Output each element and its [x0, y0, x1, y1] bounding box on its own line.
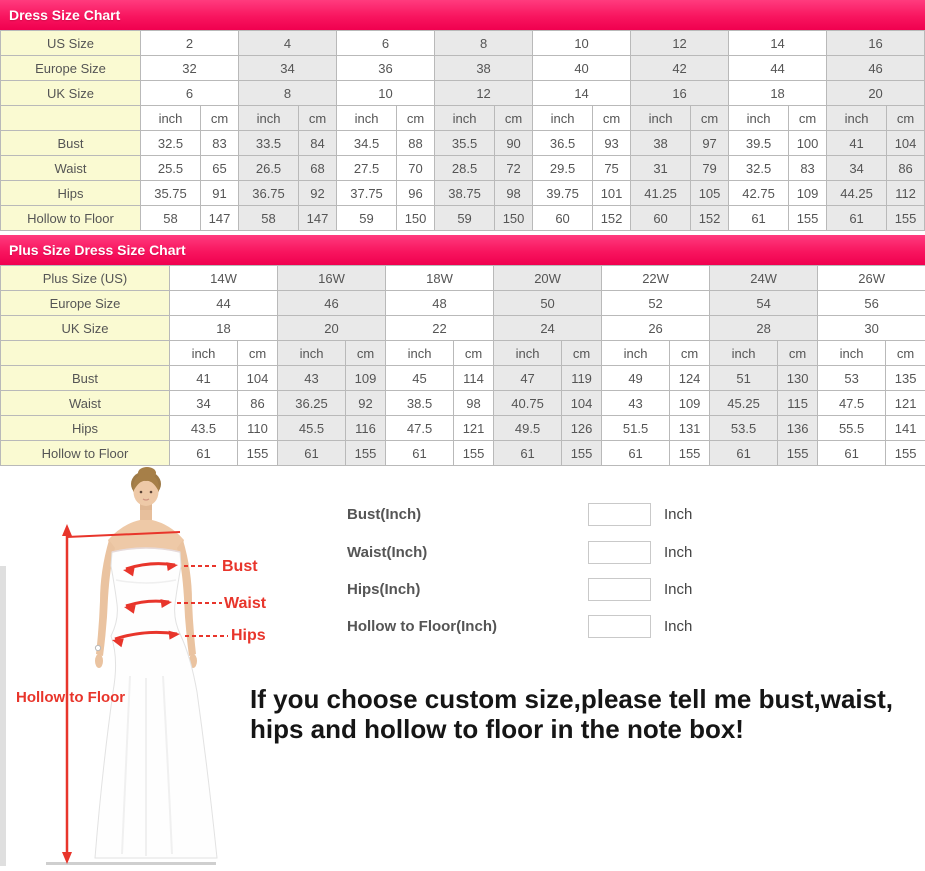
standard_chart-inch-value: 33.5	[239, 131, 299, 156]
plus_chart-row-label: UK Size	[1, 316, 170, 341]
standard_chart-size-cell: 14	[729, 31, 827, 56]
plus_chart-inch-value: 40.75	[494, 391, 562, 416]
standard_chart-cm-value: 152	[691, 206, 729, 231]
plus_chart-cm-value: 136	[778, 416, 818, 441]
standard_chart-cm-value: 155	[887, 206, 925, 231]
plus_chart-inch-header: inch	[818, 341, 886, 366]
standard-chart-title: Dress Size Chart	[9, 7, 121, 23]
bust-input-row	[347, 502, 692, 526]
plus-size-table	[0, 265, 925, 466]
standard_chart-inch-value: 32.5	[141, 131, 201, 156]
hollow-input-row	[347, 614, 692, 638]
hollow-unit-text: Inch	[664, 617, 693, 635]
hips-inch-input[interactable]	[588, 578, 651, 601]
plus_chart-size-cell: 50	[494, 291, 602, 316]
standard_chart-size-cell: 18	[729, 81, 827, 106]
standard_chart-cm-value: 155	[789, 206, 827, 231]
plus_chart-cm-value: 121	[454, 416, 494, 441]
standard_chart-measure-label: Waist	[1, 156, 141, 181]
plus_chart-size-cell: 22	[386, 316, 494, 341]
plus_chart-cm-value: 155	[238, 441, 278, 466]
model-figure	[95, 467, 217, 858]
plus_chart-row	[1, 316, 925, 341]
standard_chart-size-cell: 12	[435, 81, 533, 106]
standard_chart-cm-value: 84	[299, 131, 337, 156]
plus_chart-inch-value: 43.5	[170, 416, 238, 441]
standard_chart-cm-value: 70	[397, 156, 435, 181]
bust-input-label: Bust(Inch)	[347, 505, 422, 523]
standard_chart-cm-value: 83	[789, 156, 827, 181]
standard_chart-row	[1, 56, 925, 81]
standard_chart-measure-label: Hollow to Floor	[1, 206, 141, 231]
floor-line	[46, 862, 216, 865]
standard_chart-size-cell: 34	[239, 56, 337, 81]
plus_chart-inch-value: 51	[710, 366, 778, 391]
plus_chart-size-cell: 24	[494, 316, 602, 341]
plus_chart-cm-value: 126	[562, 416, 602, 441]
plus_chart-cm-value: 155	[346, 441, 386, 466]
standard_chart-size-cell: 14	[533, 81, 631, 106]
plus_chart-cm-header: cm	[886, 341, 925, 366]
plus_chart-size-cell: 48	[386, 291, 494, 316]
standard_chart-cm-header: cm	[299, 106, 337, 131]
plus_chart-size-cell: 46	[278, 291, 386, 316]
plus_chart-measure-label: Hollow to Floor	[1, 441, 170, 466]
standard_chart-cm-value: 88	[397, 131, 435, 156]
standard_chart-cm-value: 147	[201, 206, 239, 231]
plus_chart-inch-value: 45.5	[278, 416, 346, 441]
plus_chart-cm-value: 155	[670, 441, 710, 466]
plus_chart-cm-value: 121	[886, 391, 925, 416]
plus_chart-inch-value: 38.5	[386, 391, 454, 416]
bust-unit-text: Inch	[664, 505, 693, 523]
standard_chart-inch-value: 39.75	[533, 181, 593, 206]
standard_chart-measure-label: Hips	[1, 181, 141, 206]
plus_chart-cm-header: cm	[562, 341, 602, 366]
standard_chart-cm-value: 105	[691, 181, 729, 206]
standard_chart-inch-value: 59	[435, 206, 495, 231]
standard_chart-inch-value: 41.25	[631, 181, 691, 206]
plus_chart-row-label: Plus Size (US)	[1, 266, 170, 291]
standard_chart-row-label: US Size	[1, 31, 141, 56]
custom-size-note-line1: If you choose custom size,please tell me bust,waist,	[250, 684, 893, 714]
standard_chart-inch-value: 59	[337, 206, 397, 231]
plus_chart-inch-header: inch	[386, 341, 454, 366]
standard_chart-size-cell: 2	[141, 31, 239, 56]
standard_chart-inch-value: 28.5	[435, 156, 495, 181]
standard_chart-cm-value: 90	[495, 131, 533, 156]
plus_chart-size-cell: 20W	[494, 266, 602, 291]
standard_chart-size-cell: 20	[827, 81, 925, 106]
standard_chart-size-cell: 16	[631, 81, 729, 106]
standard_chart-inch-value: 41	[827, 131, 887, 156]
plus_chart-inch-value: 51.5	[602, 416, 670, 441]
plus_chart-size-cell: 22W	[602, 266, 710, 291]
waist-input-row	[347, 540, 692, 564]
standard_chart-cm-value: 65	[201, 156, 239, 181]
plus_chart-cm-value: 110	[238, 416, 278, 441]
standard_chart-inch-header: inch	[631, 106, 691, 131]
standard_chart-unit-corner	[1, 106, 141, 131]
plus_chart-cm-value: 155	[562, 441, 602, 466]
plus_chart-inch-value: 43	[278, 366, 346, 391]
standard_chart-size-cell: 32	[141, 56, 239, 81]
standard_chart-inch-value: 60	[533, 206, 593, 231]
standard_chart-cm-value: 109	[789, 181, 827, 206]
plus_chart-cm-value: 135	[886, 366, 925, 391]
bust-inch-input[interactable]	[588, 503, 651, 526]
standard_chart-cm-value: 68	[299, 156, 337, 181]
standard_chart-cm-value: 112	[887, 181, 925, 206]
standard_chart-inch-value: 60	[631, 206, 691, 231]
standard_chart-inch-value: 58	[239, 206, 299, 231]
standard_chart-inch-value: 25.5	[141, 156, 201, 181]
plus_chart-cm-value: 155	[886, 441, 925, 466]
plus_chart-inch-value: 61	[494, 441, 562, 466]
plus_chart-size-cell: 20	[278, 316, 386, 341]
standard_chart-row-label: Europe Size	[1, 56, 141, 81]
plus_chart-size-cell: 14W	[170, 266, 278, 291]
plus_chart-size-cell: 30	[818, 316, 925, 341]
plus_chart-size-cell: 52	[602, 291, 710, 316]
plus_chart-inch-value: 43	[602, 391, 670, 416]
waist-inch-input[interactable]	[588, 541, 651, 564]
plus_chart-cm-value: 104	[562, 391, 602, 416]
plus_chart-inch-value: 47.5	[386, 416, 454, 441]
standard_chart-cm-value: 93	[593, 131, 631, 156]
standard_chart-size-cell: 4	[239, 31, 337, 56]
plus_chart-cm-value: 98	[454, 391, 494, 416]
plus_chart-cm-header: cm	[454, 341, 494, 366]
standard_chart-inch-value: 61	[729, 206, 789, 231]
standard_chart-inch-header: inch	[533, 106, 593, 131]
standard_chart-inch-value: 58	[141, 206, 201, 231]
plus_chart-inch-header: inch	[170, 341, 238, 366]
standard_chart-inch-value: 37.75	[337, 181, 397, 206]
plus_chart-inch-value: 45.25	[710, 391, 778, 416]
plus_chart-inch-value: 61	[278, 441, 346, 466]
standard_chart-cm-header: cm	[691, 106, 729, 131]
standard_chart-inch-value: 35.5	[435, 131, 495, 156]
plus_chart-row	[1, 391, 925, 416]
standard_chart-inch-value: 39.5	[729, 131, 789, 156]
plus_chart-inch-value: 61	[602, 441, 670, 466]
standard_chart-inch-value: 42.75	[729, 181, 789, 206]
plus_chart-row	[1, 441, 925, 466]
standard_chart-inch-value: 27.5	[337, 156, 397, 181]
plus_chart-cm-value: 109	[670, 391, 710, 416]
plus_chart-size-cell: 16W	[278, 266, 386, 291]
hollow-input-label: Hollow to Floor(Inch)	[347, 617, 497, 635]
bust-diagram-label: Bust	[222, 558, 258, 575]
dress-model-illustration	[0, 466, 330, 871]
standard_chart-row	[1, 81, 925, 106]
standard_chart-inch-header: inch	[827, 106, 887, 131]
plus_chart-inch-header: inch	[494, 341, 562, 366]
standard_chart-inch-header: inch	[337, 106, 397, 131]
standard_chart-cm-value: 147	[299, 206, 337, 231]
standard_chart-cm-value: 150	[397, 206, 435, 231]
standard_chart-cm-header: cm	[397, 106, 435, 131]
hollow-inch-input[interactable]	[588, 615, 651, 638]
standard_chart-size-cell: 6	[141, 81, 239, 106]
plus_chart-cm-header: cm	[238, 341, 278, 366]
plus_chart-row	[1, 266, 925, 291]
plus_chart-inch-header: inch	[602, 341, 670, 366]
standard_chart-cm-value: 100	[789, 131, 827, 156]
plus_chart-inch-value: 61	[818, 441, 886, 466]
plus_chart-cm-value: 124	[670, 366, 710, 391]
standard_chart-inch-value: 61	[827, 206, 887, 231]
plus_chart-inch-value: 45	[386, 366, 454, 391]
plus_chart-row	[1, 416, 925, 441]
plus_chart-inch-value: 61	[710, 441, 778, 466]
standard_chart-size-cell: 46	[827, 56, 925, 81]
standard_chart-cm-value: 152	[593, 206, 631, 231]
plus_chart-inch-value: 49	[602, 366, 670, 391]
plus_chart-cm-value: 141	[886, 416, 925, 441]
plus_chart-cm-value: 116	[346, 416, 386, 441]
plus_chart-cm-value: 115	[778, 391, 818, 416]
plus_chart-size-cell: 26	[602, 316, 710, 341]
plus_chart-size-cell: 54	[710, 291, 818, 316]
standard_chart-inch-value: 32.5	[729, 156, 789, 181]
standard_chart-measure-label: Bust	[1, 131, 141, 156]
plus_chart-cm-value: 155	[778, 441, 818, 466]
waist-unit-text: Inch	[664, 543, 693, 561]
standard_chart-cm-header: cm	[887, 106, 925, 131]
plus_chart-inch-value: 34	[170, 391, 238, 416]
plus_chart-row	[1, 341, 925, 366]
custom-size-note	[250, 684, 925, 745]
standard_chart-cm-value: 83	[201, 131, 239, 156]
standard_chart-size-cell: 40	[533, 56, 631, 81]
plus_chart-cm-value: 104	[238, 366, 278, 391]
plus_chart-row	[1, 291, 925, 316]
standard_chart-size-cell: 38	[435, 56, 533, 81]
plus_chart-inch-value: 47	[494, 366, 562, 391]
plus-chart-title: Plus Size Dress Size Chart	[9, 242, 186, 258]
plus_chart-inch-value: 53.5	[710, 416, 778, 441]
standard_chart-inch-header: inch	[141, 106, 201, 131]
waist-input-label: Waist(Inch)	[347, 543, 428, 561]
standard_chart-size-cell: 8	[435, 31, 533, 56]
standard_chart-cm-value: 97	[691, 131, 729, 156]
standard_chart-inch-value: 35.75	[141, 181, 201, 206]
plus_chart-inch-value: 41	[170, 366, 238, 391]
standard_chart-size-cell: 44	[729, 56, 827, 81]
custom-size-note-line2: hips and hollow to floor in the note box!	[250, 714, 744, 745]
plus_chart-size-cell: 56	[818, 291, 925, 316]
plus_chart-inch-value: 61	[386, 441, 454, 466]
standard_chart-cm-value: 92	[299, 181, 337, 206]
plus_chart-size-cell: 44	[170, 291, 278, 316]
standard_chart-size-cell: 10	[337, 81, 435, 106]
plus_chart-cm-value: 86	[238, 391, 278, 416]
standard_chart-row	[1, 131, 925, 156]
plus_chart-unit-corner	[1, 341, 170, 366]
standard_chart-cm-value: 72	[495, 156, 533, 181]
standard-chart-header	[0, 0, 925, 30]
plus_chart-cm-value: 109	[346, 366, 386, 391]
standard_chart-inch-header: inch	[239, 106, 299, 131]
hollow-diagram-label: Hollow to Floor	[16, 689, 126, 706]
standard_chart-size-cell: 42	[631, 56, 729, 81]
plus_chart-inch-value: 61	[170, 441, 238, 466]
standard_chart-cm-value: 79	[691, 156, 729, 181]
measurement-section	[0, 466, 925, 871]
plus_chart-measure-label: Waist	[1, 391, 170, 416]
plus_chart-cm-value: 131	[670, 416, 710, 441]
plus_chart-inch-value: 55.5	[818, 416, 886, 441]
plus_chart-size-cell: 28	[710, 316, 818, 341]
plus_chart-cm-value: 130	[778, 366, 818, 391]
standard_chart-size-cell: 36	[337, 56, 435, 81]
standard_chart-cm-value: 96	[397, 181, 435, 206]
standard_chart-size-cell: 12	[631, 31, 729, 56]
standard_chart-inch-value: 34	[827, 156, 887, 181]
standard-size-table	[0, 30, 925, 231]
plus_chart-size-cell: 18	[170, 316, 278, 341]
standard_chart-cm-value: 150	[495, 206, 533, 231]
plus_chart-row	[1, 366, 925, 391]
hips-diagram-label: Hips	[231, 627, 266, 644]
plus_chart-measure-label: Hips	[1, 416, 170, 441]
standard_chart-size-cell: 10	[533, 31, 631, 56]
plus-chart-header	[0, 235, 925, 265]
plus_chart-size-cell: 24W	[710, 266, 818, 291]
standard_chart-row	[1, 106, 925, 131]
standard_chart-inch-value: 34.5	[337, 131, 397, 156]
standard_chart-row-label: UK Size	[1, 81, 141, 106]
standard_chart-inch-value: 44.25	[827, 181, 887, 206]
standard_chart-size-cell: 16	[827, 31, 925, 56]
plus_chart-inch-value: 53	[818, 366, 886, 391]
waist-diagram-label: Waist	[224, 595, 267, 612]
hips-input-label: Hips(Inch)	[347, 580, 421, 598]
standard_chart-size-cell: 8	[239, 81, 337, 106]
standard_chart-cm-header: cm	[789, 106, 827, 131]
standard_chart-row	[1, 181, 925, 206]
standard_chart-inch-header: inch	[729, 106, 789, 131]
standard_chart-cm-header: cm	[593, 106, 631, 131]
standard_chart-cm-value: 91	[201, 181, 239, 206]
standard_chart-size-cell: 6	[337, 31, 435, 56]
standard_chart-cm-value: 104	[887, 131, 925, 156]
standard_chart-inch-value: 38.75	[435, 181, 495, 206]
standard_chart-row	[1, 156, 925, 181]
plus_chart-cm-value: 119	[562, 366, 602, 391]
standard_chart-inch-value: 29.5	[533, 156, 593, 181]
standard_chart-inch-header: inch	[435, 106, 495, 131]
plus_chart-cm-value: 92	[346, 391, 386, 416]
photo-edge	[0, 566, 6, 866]
plus_chart-cm-header: cm	[670, 341, 710, 366]
standard_chart-inch-value: 36.75	[239, 181, 299, 206]
standard_chart-cm-header: cm	[495, 106, 533, 131]
standard_chart-row	[1, 206, 925, 231]
plus_chart-measure-label: Bust	[1, 366, 170, 391]
standard_chart-cm-header: cm	[201, 106, 239, 131]
standard_chart-inch-value: 31	[631, 156, 691, 181]
plus_chart-size-cell: 26W	[818, 266, 925, 291]
plus_chart-row-label: Europe Size	[1, 291, 170, 316]
hips-unit-text: Inch	[664, 580, 693, 598]
standard_chart-cm-value: 75	[593, 156, 631, 181]
plus_chart-size-cell: 18W	[386, 266, 494, 291]
plus_chart-inch-header: inch	[710, 341, 778, 366]
plus_chart-inch-value: 49.5	[494, 416, 562, 441]
standard_chart-inch-value: 26.5	[239, 156, 299, 181]
standard_chart-inch-value: 36.5	[533, 131, 593, 156]
plus_chart-cm-value: 114	[454, 366, 494, 391]
plus_chart-inch-header: inch	[278, 341, 346, 366]
standard_chart-cm-value: 86	[887, 156, 925, 181]
plus_chart-cm-header: cm	[778, 341, 818, 366]
standard_chart-row	[1, 31, 925, 56]
plus_chart-cm-value: 155	[454, 441, 494, 466]
hips-input-row	[347, 577, 692, 601]
standard_chart-inch-value: 38	[631, 131, 691, 156]
plus_chart-cm-header: cm	[346, 341, 386, 366]
standard_chart-cm-value: 101	[593, 181, 631, 206]
standard_chart-cm-value: 98	[495, 181, 533, 206]
plus_chart-inch-value: 36.25	[278, 391, 346, 416]
plus_chart-inch-value: 47.5	[818, 391, 886, 416]
